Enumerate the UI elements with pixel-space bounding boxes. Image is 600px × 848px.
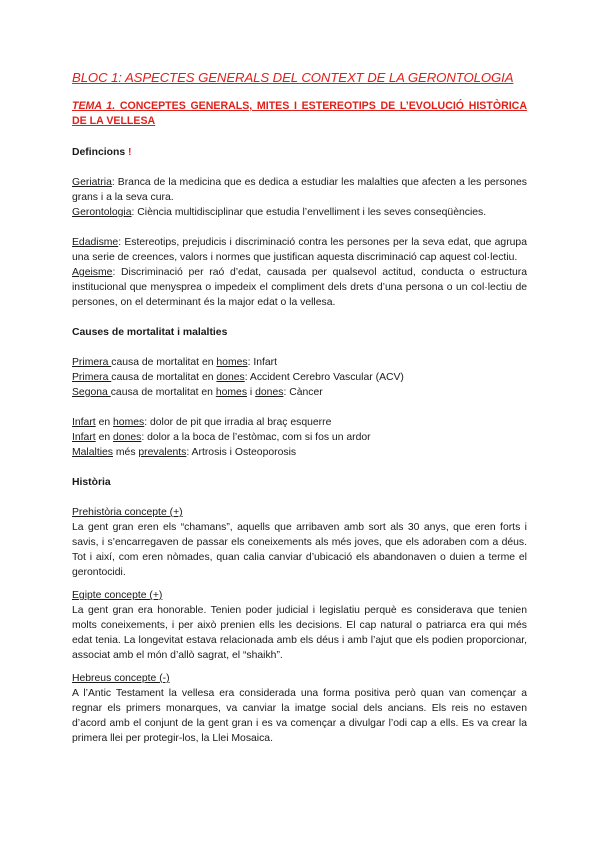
section-text-prehistoria: La gent gran eren els “chamans”, aquells que arribaven amb sort als 30 anys, que eren forts i savis, i s’encarregaven de passar els coneixements als més joves, que els adoraben com a déus. Tot i així, com eren nòmades, quan calia canviar d’ubicació els abandonaven o duien a terme el gerontocidi. <box>72 522 527 578</box>
document-page <box>72 70 527 746</box>
definition-gerontologia: Gerontologia: Ciència multidisciplinar que estudia l’envelliment i les seves conseqüències. <box>72 207 487 218</box>
section-title-prehistoria: Prehistòria concepte (+) <box>72 507 183 518</box>
tema-number: TEMA 1. <box>72 100 116 112</box>
tema-title <box>72 99 527 129</box>
term: Edadisme <box>72 237 119 248</box>
section-text-hebreus: A l’Antic Testament la vellesa era considerada una forma positiva però quan van començar a regnar els primers monarques, va canviar la imatge social dels ancians. Els reis no estaven d’acord amb el conjunt de la gent gran i es va començar a divulgar l’odi cap a ells. Es va crear la primera llei per protegir-los, la Llei Mosaica. <box>72 688 527 744</box>
cause-line: Primera causa de mortalitat en dones: Accident Cerebro Vascular (ACV) <box>72 372 404 383</box>
term: Ageisme <box>72 267 113 278</box>
term: Gerontologia <box>72 207 132 218</box>
causes-heading: Causes de mortalitat i malalties <box>72 327 228 338</box>
symptom-line: Infart en dones: dolor a la boca de l’estòmac, com si fos un ardor <box>72 432 371 443</box>
exclamation-mark: ! <box>128 147 132 158</box>
definition-geriatria: Geriatria: Branca de la medicina que es dedica a estudiar les malalties que afecten a les persones grans i a la seva cura. <box>72 177 527 203</box>
section-title-egipte: Egipte concepte (+) <box>72 590 163 601</box>
cause-line: Segona causa de mortalitat en homes i dones: Càncer <box>72 387 323 398</box>
section-text-egipte: La gent gran era honorable. Tenien poder judicial i legislatiu perquè es considerava que tenien molts coneixements, i per això prenien ells les decisions. El cap natural o patriarca era qui més edat tenia. La longevitat estava relacionada amb els déus i amb l’ajut que els podien proporcionar, associat amb el món d’allò sagrat, el “shaikh”. <box>72 605 527 661</box>
symptom-line: Malalties més prevalents: Artrosis i Osteoporosis <box>72 447 297 458</box>
definicions-heading: Defincions ! <box>72 147 132 158</box>
definition-ageisme: Ageisme: Discriminació per raó d’edat, causada per qualsevol actitud, conducta o estructura institucional que menysprea o impedeix el compliment dels drets d’una persona o un col·lectiu de persones, on el determinant és la major edat o la vellesa. <box>72 267 527 308</box>
symptom-line: Infart en homes: dolor de pit que irradia al braç esquerre <box>72 417 332 428</box>
definition-edadisme: Edadisme: Estereotips, prejudicis i discriminació contra les persones per la seva edat, que agrupa una serie de creences, valors i normes que justifican aquesta discriminació cap aquest col·lectiu. <box>72 237 527 263</box>
bloc-title: BLOC 1: ASPECTES GENERALS DEL CONTEXT DE LA GERONTOLOGIA <box>72 70 514 85</box>
term: Geriatria <box>72 177 112 188</box>
historia-heading: Història <box>72 477 111 488</box>
cause-line: Primera causa de mortalitat en homes: Infart <box>72 357 278 368</box>
section-title-hebreus: Hebreus concepte (-) <box>72 673 170 684</box>
tema-name: CONCEPTES GENERALS, MITES I ESTEREOTIPS DE L’EVOLUCIÓ HISTÒRICA DE LA VELLESA <box>72 100 527 127</box>
